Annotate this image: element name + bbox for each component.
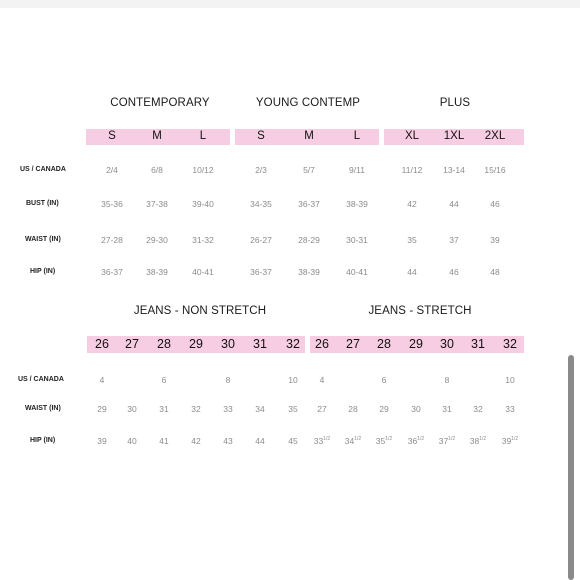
table-cell: 40 (127, 436, 137, 446)
table-cell: 40-41 (192, 267, 214, 277)
table-cell: 32 (191, 404, 201, 414)
table-cell: 39 (490, 235, 500, 245)
table-cell: 27-28 (101, 235, 123, 245)
table-cell: 10/12 (192, 165, 214, 175)
table-cell: 36-37 (101, 267, 123, 277)
row-label: HIP (IN) (30, 437, 56, 444)
size-label: 32 (503, 337, 517, 351)
table-cell: 6 (161, 375, 167, 385)
size-label: 30 (440, 337, 454, 351)
size-label: 31 (253, 337, 267, 351)
table-cell: 30 (411, 404, 421, 414)
table-cell: 35 (407, 235, 417, 245)
table-cell: $39^{1/2}$ (501, 436, 519, 446)
table-cell: 44 (255, 436, 265, 446)
table-cell: 28 (348, 404, 358, 414)
table-cell: 38-39 (346, 199, 368, 209)
table-cell: 39 (97, 436, 107, 446)
size-label: 26 (95, 337, 109, 351)
size-label: 31 (471, 337, 485, 351)
table-cell: 46 (490, 199, 500, 209)
top-bar (0, 0, 580, 8)
table-cell: 29 (97, 404, 107, 414)
table-cell: 36-37 (298, 199, 320, 209)
size-label: XL (404, 130, 420, 142)
table-cell: 13-14 (443, 165, 465, 175)
table-cell: 26-27 (250, 235, 272, 245)
table-cell: 38-39 (146, 267, 168, 277)
row-label: WAIST (IN) (25, 236, 61, 243)
table-cell: 5/7 (303, 165, 315, 175)
table-cell: 37 (449, 235, 459, 245)
size-label: L (199, 130, 207, 142)
row-label: BUST (IN) (26, 200, 59, 207)
heading-plus: PLUS (439, 97, 471, 109)
table-cell: 30 (127, 404, 137, 414)
table-cell: 27 (317, 404, 327, 414)
table-cell: 37-38 (146, 199, 168, 209)
table-cell: 44 (407, 267, 417, 277)
size-label: 32 (286, 337, 300, 351)
table-cell: $33^{1/2}$ (313, 436, 331, 446)
table-cell: 35 (288, 404, 298, 414)
table-cell: 6 (381, 375, 387, 385)
heading-jeans-stretch: JEANS - STRETCH (368, 305, 472, 317)
size-label: 2XL (484, 130, 506, 142)
table-cell: 34 (255, 404, 265, 414)
size-label: M (304, 130, 314, 142)
table-cell: 10 (288, 375, 298, 385)
size-label: 30 (221, 337, 235, 351)
size-label: 1XL (443, 130, 465, 142)
table-cell: 41 (159, 436, 169, 446)
table-cell: 32 (473, 404, 483, 414)
table-cell: 9/11 (349, 165, 365, 175)
table-cell: 39-40 (192, 199, 214, 209)
size-label: L (353, 130, 361, 142)
table-cell: 33 (223, 404, 233, 414)
size-label: 26 (315, 337, 329, 351)
row-label: US / CANADA (18, 376, 64, 383)
row-label: WAIST (IN) (25, 405, 61, 412)
heading-jeans-non-stretch: JEANS - NON STRETCH (133, 305, 267, 317)
table-cell: 28-29 (298, 235, 320, 245)
table-cell: 30-31 (346, 235, 368, 245)
table-cell: $38^{1/2}$ (469, 436, 487, 446)
table-cell: 42 (191, 436, 201, 446)
heading-young-contemp: YOUNG CONTEMP (255, 97, 361, 109)
table-cell: 46 (449, 267, 459, 277)
table-cell: 44 (449, 199, 459, 209)
row-label: HIP (IN) (30, 268, 56, 275)
size-label: 28 (377, 337, 391, 351)
table-cell: 42 (407, 199, 417, 209)
table-cell: 31 (159, 404, 169, 414)
size-label: 27 (125, 337, 139, 351)
table-cell: 48 (490, 267, 500, 277)
table-cell: 15/16 (484, 165, 506, 175)
size-label: 29 (409, 337, 423, 351)
size-label: 29 (189, 337, 203, 351)
table-cell: 8 (225, 375, 231, 385)
table-cell: 2/4 (106, 165, 118, 175)
table-cell: $34^{1/2}$ (344, 436, 362, 446)
table-cell: 6/8 (151, 165, 163, 175)
table-cell: 36-37 (250, 267, 272, 277)
table-cell: 11/12 (401, 165, 423, 175)
table-cell: 34-35 (250, 199, 272, 209)
scrollbar[interactable] (568, 355, 574, 580)
table-cell: 43 (223, 436, 233, 446)
table-cell: 35-36 (101, 199, 123, 209)
table-cell: $36^{1/2}$ (407, 436, 425, 446)
table-cell: 45 (288, 436, 298, 446)
table-cell: 31 (442, 404, 452, 414)
size-label: S (108, 130, 116, 142)
heading-contemporary: CONTEMPORARY (110, 97, 210, 109)
table-cell: 33 (505, 404, 515, 414)
table-cell: 4 (99, 375, 105, 385)
table-cell: 10 (505, 375, 515, 385)
table-cell: 4 (319, 375, 325, 385)
table-cell: 29-30 (146, 235, 168, 245)
size-label: 28 (157, 337, 171, 351)
size-label: S (257, 130, 265, 142)
table-cell: 2/3 (255, 165, 267, 175)
table-cell: 31-32 (192, 235, 214, 245)
table-cell: 29 (379, 404, 389, 414)
table-cell: 38-39 (298, 267, 320, 277)
table-cell: $37^{1/2}$ (438, 436, 456, 446)
size-label: M (152, 130, 162, 142)
table-cell: 40-41 (346, 267, 368, 277)
row-label: US / CANADA (20, 166, 66, 173)
table-cell: $35^{1/2}$ (375, 436, 393, 446)
size-label: 27 (346, 337, 360, 351)
table-cell: 8 (444, 375, 450, 385)
